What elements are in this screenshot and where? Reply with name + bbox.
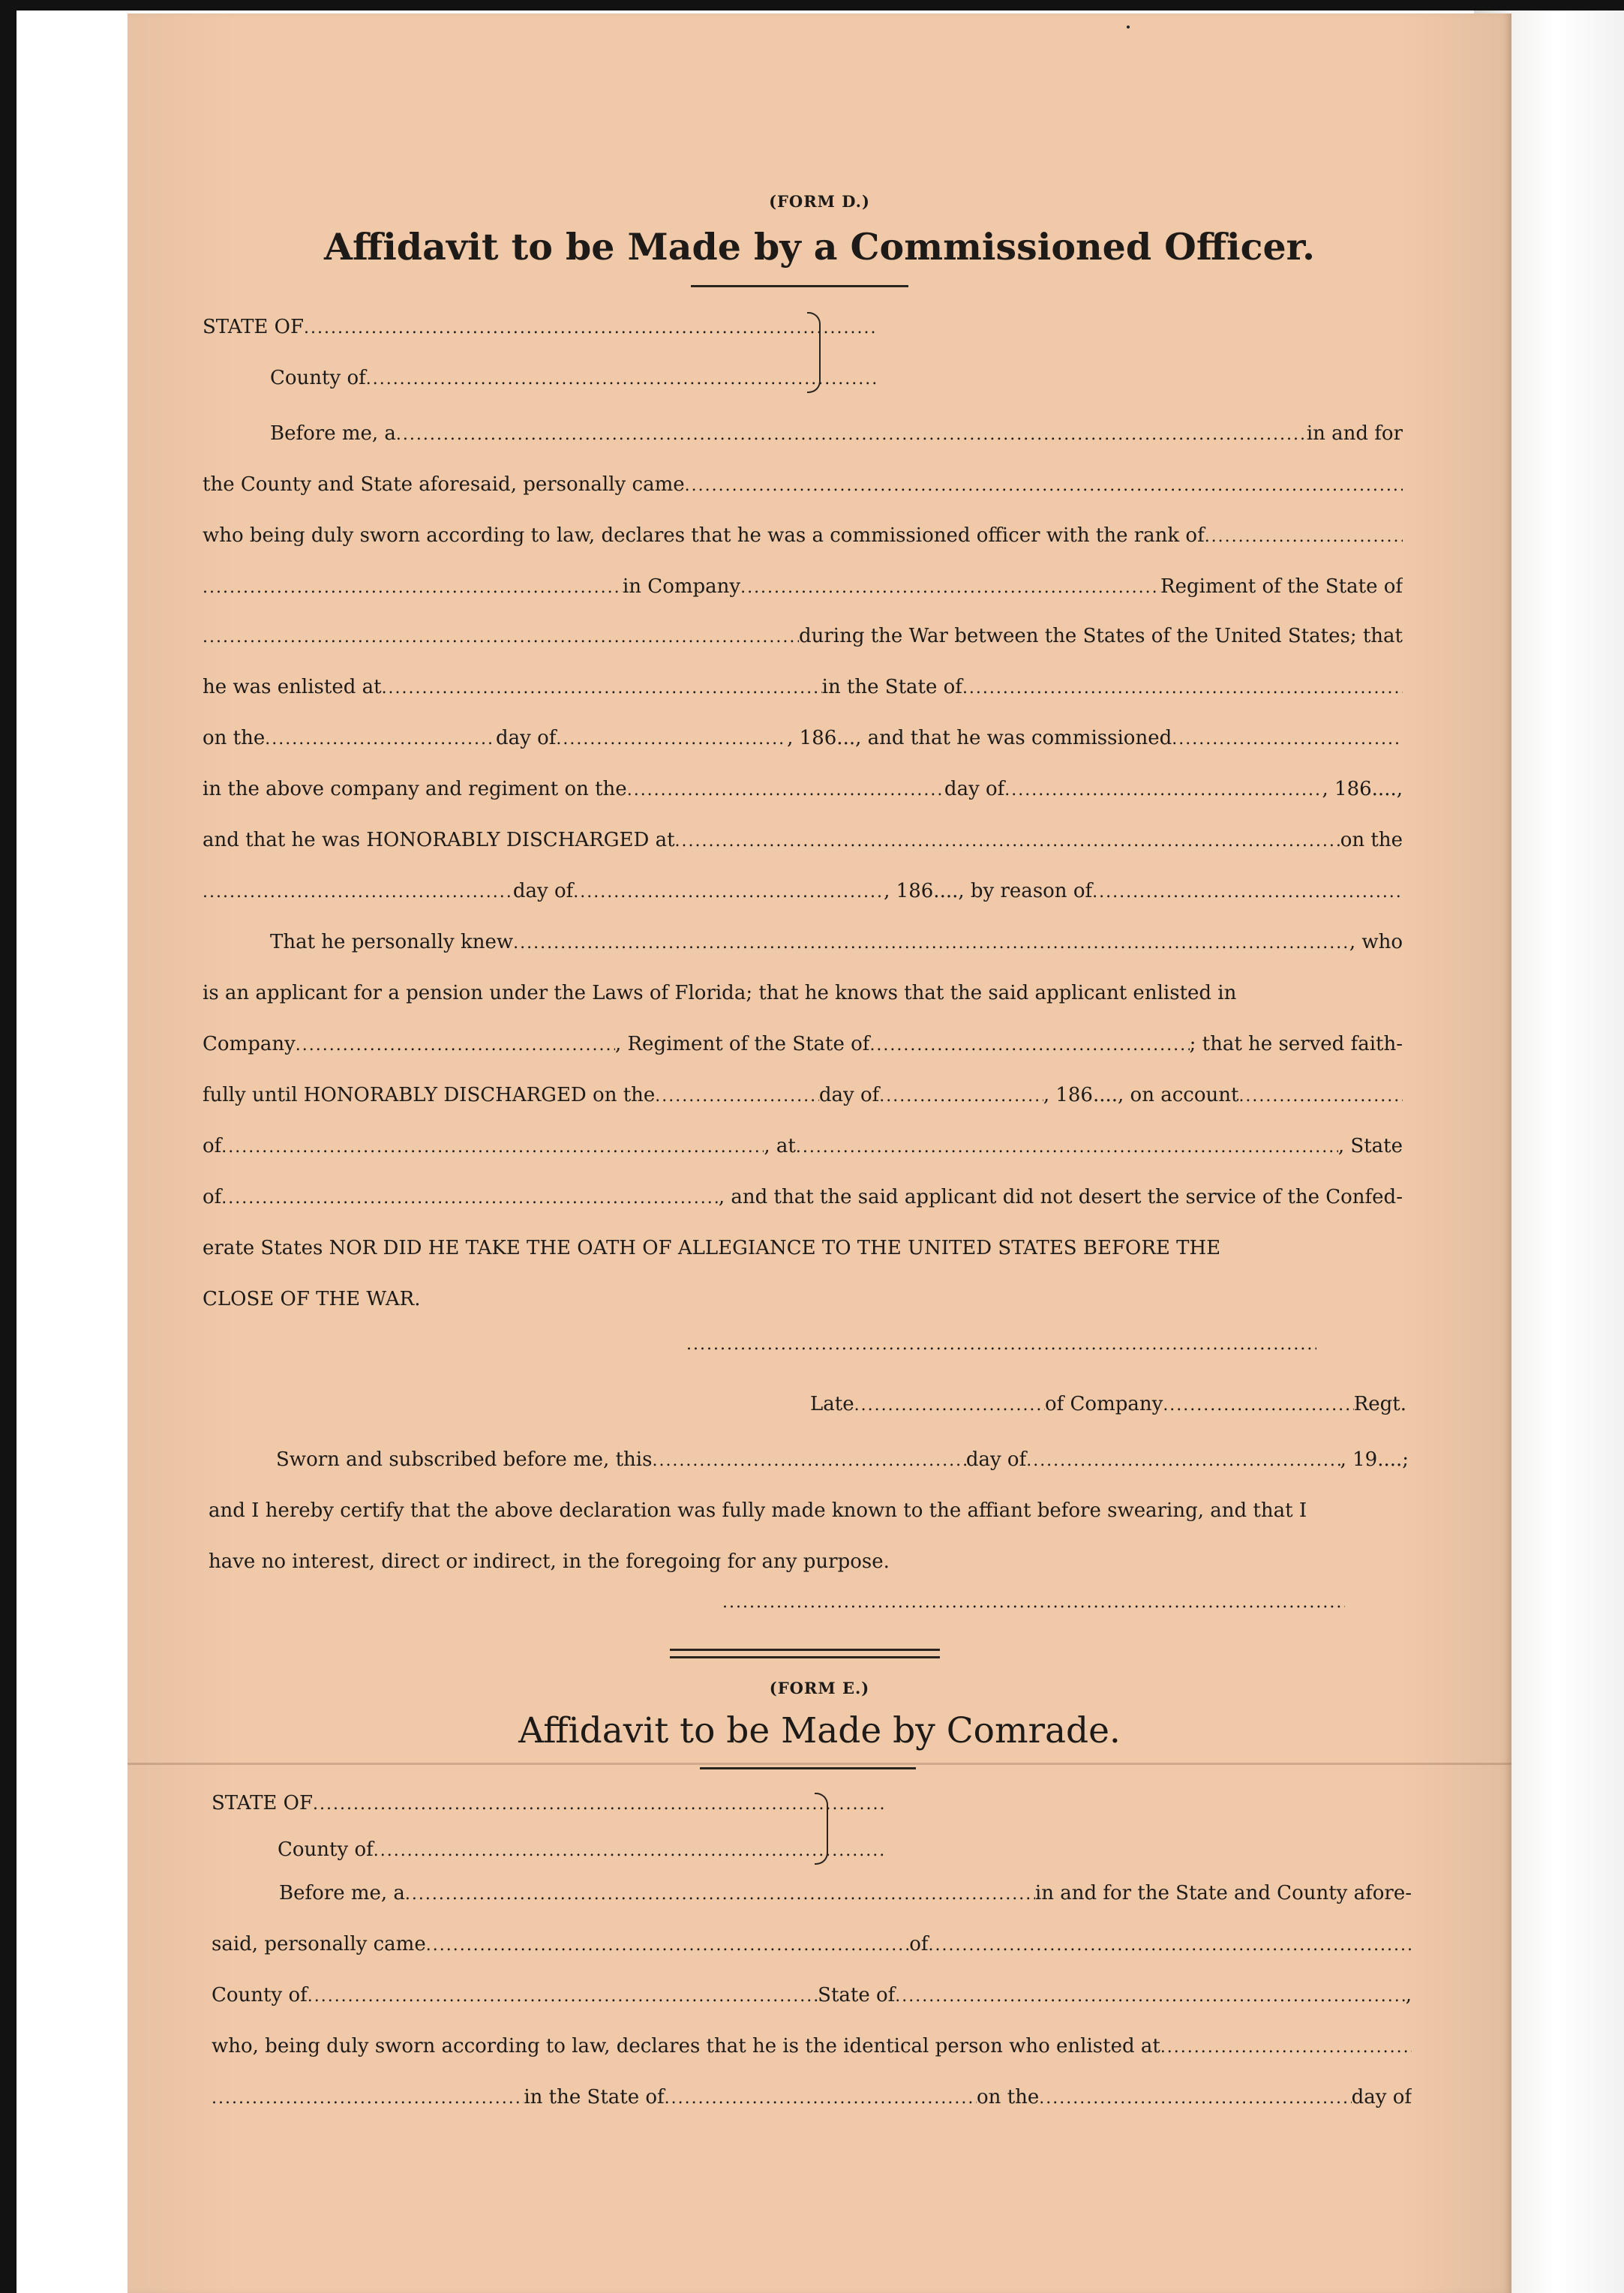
line-text: during the War between the States of the United States; that	[798, 625, 1403, 647]
line-text: , State	[1337, 1135, 1403, 1157]
form-line	[209, 1497, 1409, 1524]
line-text: in the State of	[821, 676, 962, 698]
form-line	[212, 1880, 1412, 1907]
scanner-frame-left	[0, 0, 17, 2293]
line-text: CLOSE OF THE WAR.	[203, 1288, 421, 1310]
line-text: day of	[1351, 2086, 1412, 2108]
line-text: Before me, a	[270, 422, 396, 445]
fill-in-blank	[1238, 1083, 1403, 1109]
line-text: , and that the said applicant did not desert the service of the Confed-	[718, 1186, 1403, 1208]
signature-line	[686, 1335, 1316, 1358]
line-text: on the	[1340, 829, 1403, 851]
form-line	[203, 929, 1403, 956]
form-line	[810, 1391, 1406, 1418]
state-of-line	[203, 314, 878, 341]
county-of-label: County of	[270, 367, 366, 389]
title-underline	[700, 1767, 916, 1769]
form-line	[203, 420, 1403, 447]
title-underline	[691, 285, 908, 287]
line-text: Regiment of the State of	[1160, 575, 1403, 598]
bracket	[807, 312, 821, 393]
scanner-frame-top	[0, 0, 1624, 11]
form-line	[212, 2084, 1412, 2111]
line-text: and that he was HONORABLY DISCHARGED at	[203, 829, 675, 851]
form-line	[203, 573, 1403, 600]
fill-in-blank	[1163, 1392, 1353, 1418]
form-line	[203, 1235, 1403, 1262]
line-text: day of	[512, 880, 574, 902]
fill-in-blank	[740, 575, 1160, 600]
officer-signature-line	[722, 1593, 1345, 1616]
line-text: fully until HONORABLY DISCHARGED on the	[203, 1084, 656, 1106]
fill-in-blank	[685, 473, 1403, 498]
form-d-label: (FORM D.)	[769, 192, 870, 211]
fill-in-blank	[221, 1185, 719, 1211]
form-line	[212, 1931, 1412, 1958]
line-text: in and for	[1306, 422, 1403, 445]
line-text: in and for the State and County afore-	[1034, 1882, 1412, 1904]
fill-in-blank	[895, 1983, 1405, 2009]
form-line	[203, 674, 1403, 701]
line-text: of	[203, 1186, 222, 1208]
fill-in-blank	[573, 879, 884, 905]
line-text: in Company	[622, 575, 741, 598]
form-e-label: (FORM E.)	[769, 1679, 870, 1697]
fill-in-blank	[212, 2085, 524, 2111]
fill-in-blank	[513, 930, 1349, 956]
line-text: day of	[496, 727, 557, 749]
form-line	[203, 1031, 1403, 1058]
county-of-label: County of	[278, 1838, 374, 1861]
fill-in-blank	[854, 1392, 1045, 1418]
fill-in-blank	[655, 1083, 819, 1109]
line-text: Sworn and subscribed before me, this	[276, 1448, 653, 1471]
form-line	[203, 522, 1403, 549]
line-text: day of	[965, 1448, 1027, 1471]
line-text: , Regiment of the State of	[614, 1033, 870, 1055]
line-text: , at	[764, 1135, 796, 1157]
line-text: who being duly sworn according to law, declares that he was a commissioned officer with the rank of	[203, 524, 1205, 547]
line-text: who, being duly sworn according to law, declares that he is the identical person who enlisted at	[212, 2035, 1160, 2057]
form-line	[203, 1184, 1403, 1211]
fill-in-blank	[396, 422, 1307, 447]
line-text: of Company	[1044, 1393, 1163, 1415]
line-text: ,	[1405, 1984, 1412, 2006]
fill-in-blank	[652, 1448, 965, 1473]
form-line	[203, 1286, 1403, 1313]
line-text: , 186...., by reason of	[884, 880, 1093, 902]
line-text: Before me, a	[279, 1882, 405, 1904]
state-of-line	[212, 1790, 887, 1817]
line-text: , 19....;	[1340, 1448, 1409, 1471]
line-text: , 186....,	[1322, 778, 1403, 800]
fill-in-blank	[221, 1134, 764, 1160]
form-line	[203, 827, 1403, 854]
fill-in-blank	[1039, 2085, 1351, 2111]
fill-in-blank	[796, 1134, 1338, 1160]
section-divider	[670, 1649, 940, 1651]
paper-speck	[1127, 26, 1130, 29]
line-text: ; that he served faith-	[1189, 1033, 1403, 1055]
fill-in-blank	[869, 1032, 1189, 1058]
line-text: on the	[203, 727, 266, 749]
fill-in-blank	[1205, 524, 1403, 549]
fill-in-blank	[1092, 879, 1403, 905]
form-line	[203, 725, 1403, 752]
line-text: , 186...., on account	[1043, 1084, 1239, 1106]
line-text: is an applicant for a pension under the Laws of Florida; that he knows that the said applicant enlisted in	[203, 982, 1237, 1004]
state-of-label: STATE OF	[212, 1792, 314, 1814]
line-text: of	[909, 1933, 929, 1955]
fill-in-blank	[962, 675, 1403, 701]
fill-in-blank	[426, 1932, 910, 1958]
line-text: County of	[212, 1984, 308, 2006]
paper-fold	[128, 1763, 1511, 1765]
fill-in-blank	[203, 624, 799, 650]
line-text: Regt.	[1353, 1393, 1406, 1415]
form-line	[203, 776, 1403, 803]
fill-in-blank	[405, 1881, 1035, 1907]
form-line	[203, 878, 1403, 905]
line-text: , who	[1349, 931, 1403, 953]
line-text: in the State of	[524, 2086, 665, 2108]
line-text: of	[203, 1135, 222, 1157]
line-text: Late	[810, 1393, 854, 1415]
fill-in-blank	[1172, 726, 1403, 752]
fill-in-blank	[879, 1083, 1043, 1109]
county-of-line	[270, 365, 878, 392]
line-text: day of	[818, 1084, 880, 1106]
form-line	[203, 623, 1403, 650]
fill-in-blank	[382, 675, 822, 701]
form-line	[203, 1133, 1403, 1160]
fill-in-blank	[665, 2085, 977, 2111]
form-line	[203, 1082, 1403, 1109]
fill-in-blank	[556, 726, 787, 752]
fill-in-blank	[265, 726, 496, 752]
fill-in-blank	[627, 777, 944, 803]
line-text: have no interest, direct or indirect, in the foregoing for any purpose.	[209, 1550, 890, 1573]
form-line	[212, 1982, 1412, 2009]
form-line	[203, 471, 1403, 498]
line-text: State of	[818, 1984, 896, 2006]
form-e-title: Affidavit to be Made by Comrade.	[518, 1710, 1121, 1751]
line-text: on the	[977, 2086, 1040, 2108]
fill-in-blank	[929, 1932, 1412, 1958]
line-text: in the above company and regiment on the	[203, 778, 627, 800]
line-text: day of	[944, 778, 1005, 800]
line-text: , 186..., and that he was commissioned	[787, 727, 1172, 749]
section-divider	[670, 1656, 940, 1658]
line-text: Company	[203, 1033, 296, 1055]
fill-in-blank	[296, 1032, 615, 1058]
line-text: and I hereby certify that the above declaration was fully made known to the affiant before swearing, and that I	[209, 1499, 1307, 1522]
county-of-line	[278, 1836, 887, 1863]
form-line	[209, 1446, 1409, 1473]
state-of-label: STATE OF	[203, 316, 305, 338]
fill-in-blank	[203, 879, 513, 905]
form-d-title: Affidavit to be Made by a Commissioned Officer.	[323, 225, 1316, 269]
bracket	[815, 1793, 828, 1865]
line-text: said, personally came	[212, 1933, 426, 1955]
fill-in-blank	[1160, 2034, 1412, 2060]
document-page	[128, 14, 1511, 2293]
form-line	[212, 2033, 1412, 2060]
line-text: erate States NOR DID HE TAKE THE OATH OF ALLEGIANCE TO THE UNITED STATES BEFORE THE	[203, 1237, 1221, 1259]
fill-in-blank	[1004, 777, 1322, 803]
line-text: he was enlisted at	[203, 676, 382, 698]
form-line	[203, 980, 1403, 1007]
fill-in-blank	[1026, 1448, 1340, 1473]
fill-in-blank	[675, 828, 1340, 854]
line-text: the County and State aforesaid, personally came	[203, 473, 685, 496]
fill-in-blank	[308, 1983, 818, 2009]
fill-in-blank	[203, 575, 623, 600]
form-line	[209, 1548, 1409, 1575]
line-text: That he personally knew	[270, 931, 514, 953]
